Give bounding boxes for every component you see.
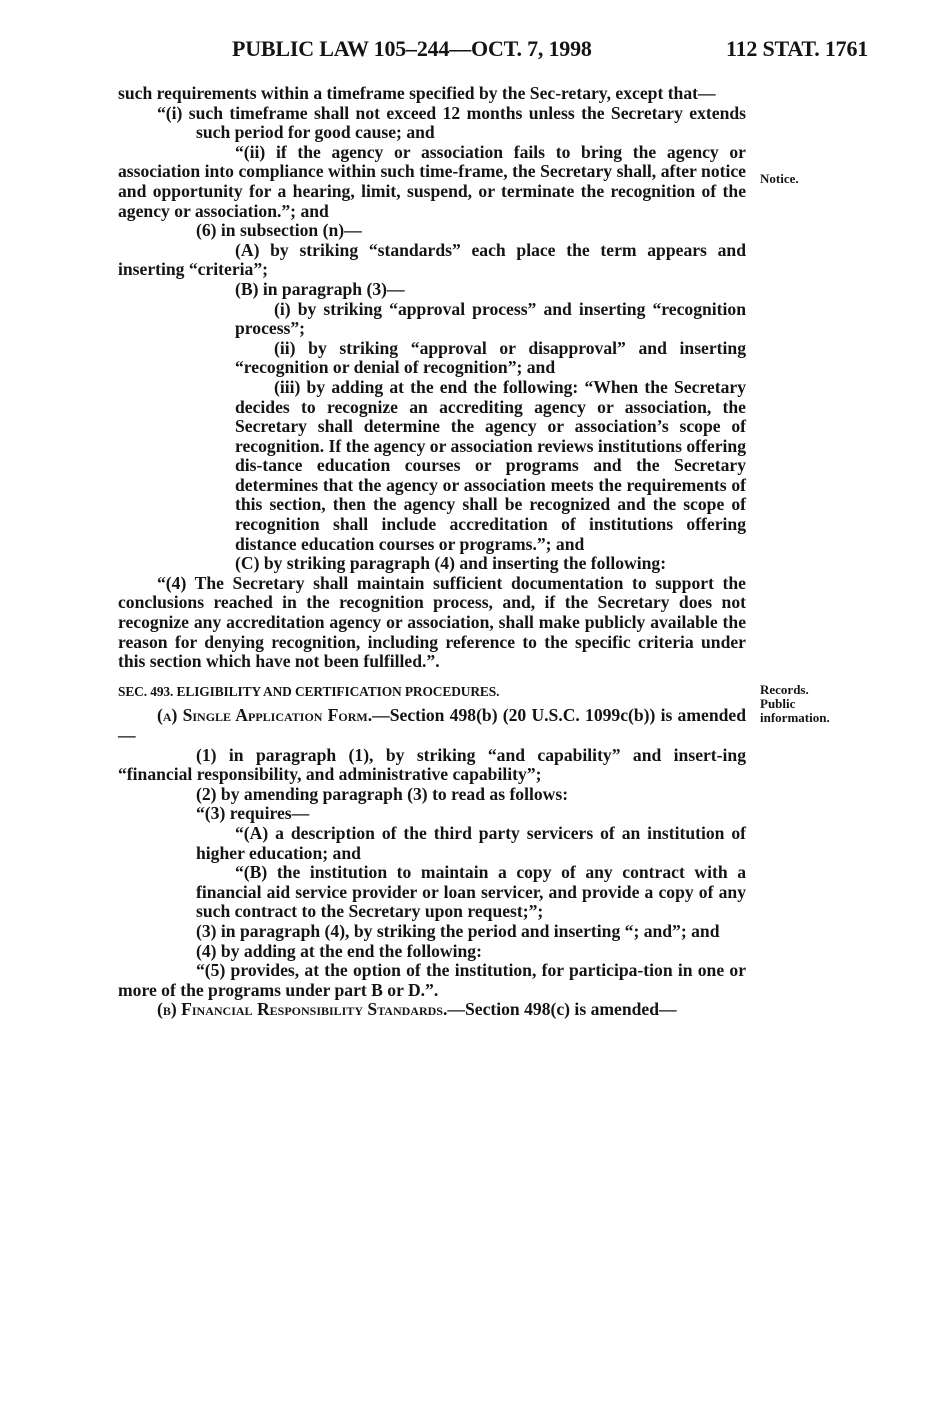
paragraph: (iii) by adding at the end the following: “When the Secretary decides to recognize an accrediting agency or association, the Secretary shall determine the agency or association’s scope of recognition. If the agency or association reviews institutions offering dis-tance education courses or programs and the Secretary determines that the agency or association meets the requirements of this section, then the agency shall be recognized and the scope of recognition shall include accreditation of institutions offering distance education courses or programs.”; and xyxy=(235,376,746,554)
paragraph: (i) by striking “approval process” and inserting “recognition process”; xyxy=(235,298,746,339)
paragraph: (1) in paragraph (1), by striking “and capability” and insert-ing “financial responsibility, and administrative capability”; xyxy=(118,744,746,785)
subsection-heading: (b) Financial Responsibility Standards. xyxy=(157,999,448,1020)
section-heading: SEC. 493. ELIGIBILITY AND CERTIFICATION PROCEDURES. xyxy=(118,683,500,699)
subsection-text: —Section 498(c) is amended— xyxy=(447,999,677,1020)
paragraph: (A) by striking “standards” each place the term appears and inserting “criteria”; xyxy=(118,239,746,280)
margin-note-line: Records. xyxy=(760,682,809,697)
paragraph: “(A) a description of the third party servicers of an institution of higher education; and xyxy=(196,822,746,863)
paragraph: (B) in paragraph (3)— xyxy=(235,278,405,299)
paragraph: (2) by amending paragraph (3) to read as follows: xyxy=(196,783,569,804)
paragraph: (4) by adding at the end the following: xyxy=(196,940,482,961)
statute-body xyxy=(118,84,746,1020)
margin-note-line: information. xyxy=(760,710,830,725)
subsection-heading: (a) Single Application Form. xyxy=(157,705,373,726)
paragraph: (6) in subsection (n)— xyxy=(196,220,362,241)
paragraph: (ii) by striking “approval or disapproval” and inserting “recognition or denial of recognition”; and xyxy=(235,337,746,378)
page-header-stat: 112 STAT. 1761 xyxy=(726,36,869,61)
paragraph: such requirements within a timeframe specified by the Sec-retary, except that— xyxy=(118,83,716,103)
page-header-title: PUBLIC LAW 105–244—OCT. 7, 1998 xyxy=(232,36,592,61)
paragraph xyxy=(118,1000,746,1020)
subsection-text: —Section 498(b) (20 U.S.C. 1099c(b)) is amended— xyxy=(118,705,746,745)
paragraph: “(3) requires— xyxy=(196,803,310,824)
paragraph: “(ii) if the agency or association fails to bring the agency or association into compliance within such time-frame, the Secretary shall, after notice and opportunity for a hearing, limit, suspend, or terminate the recognition of the agency or association.”; and xyxy=(118,141,746,221)
paragraph: “(B) the institution to maintain a copy of any contract with a financial aid service provider or loan servicer, and provide a copy of any such contract to the Secretary upon request;”; xyxy=(196,862,746,922)
margin-note-notice: Notice. xyxy=(760,171,799,186)
paragraph xyxy=(118,706,746,745)
paragraph: (C) by striking paragraph (4) and inserting the following: xyxy=(235,553,667,574)
paragraph: (3) in paragraph (4), by striking the period and inserting “; and”; and xyxy=(196,920,720,941)
margin-note-line: Public xyxy=(760,696,796,711)
paragraph: “(5) provides, at the option of the institution, for participa-tion in one or more of the programs under part B or D.”. xyxy=(118,960,746,1000)
paragraph: “(i) such timeframe shall not exceed 12 months unless the Secretary extends such period for good cause; and xyxy=(157,102,746,143)
paragraph: “(4) The Secretary shall maintain sufficient documentation to support the conclusions reached in the recognition process, and, if the Secretary does not recognize any accreditation agency or association, shall make publicly available the reason for denying recognition, including reference to the specific criteria under this section which have not been fulfilled.”. xyxy=(118,572,746,672)
margin-note-records xyxy=(760,683,830,725)
